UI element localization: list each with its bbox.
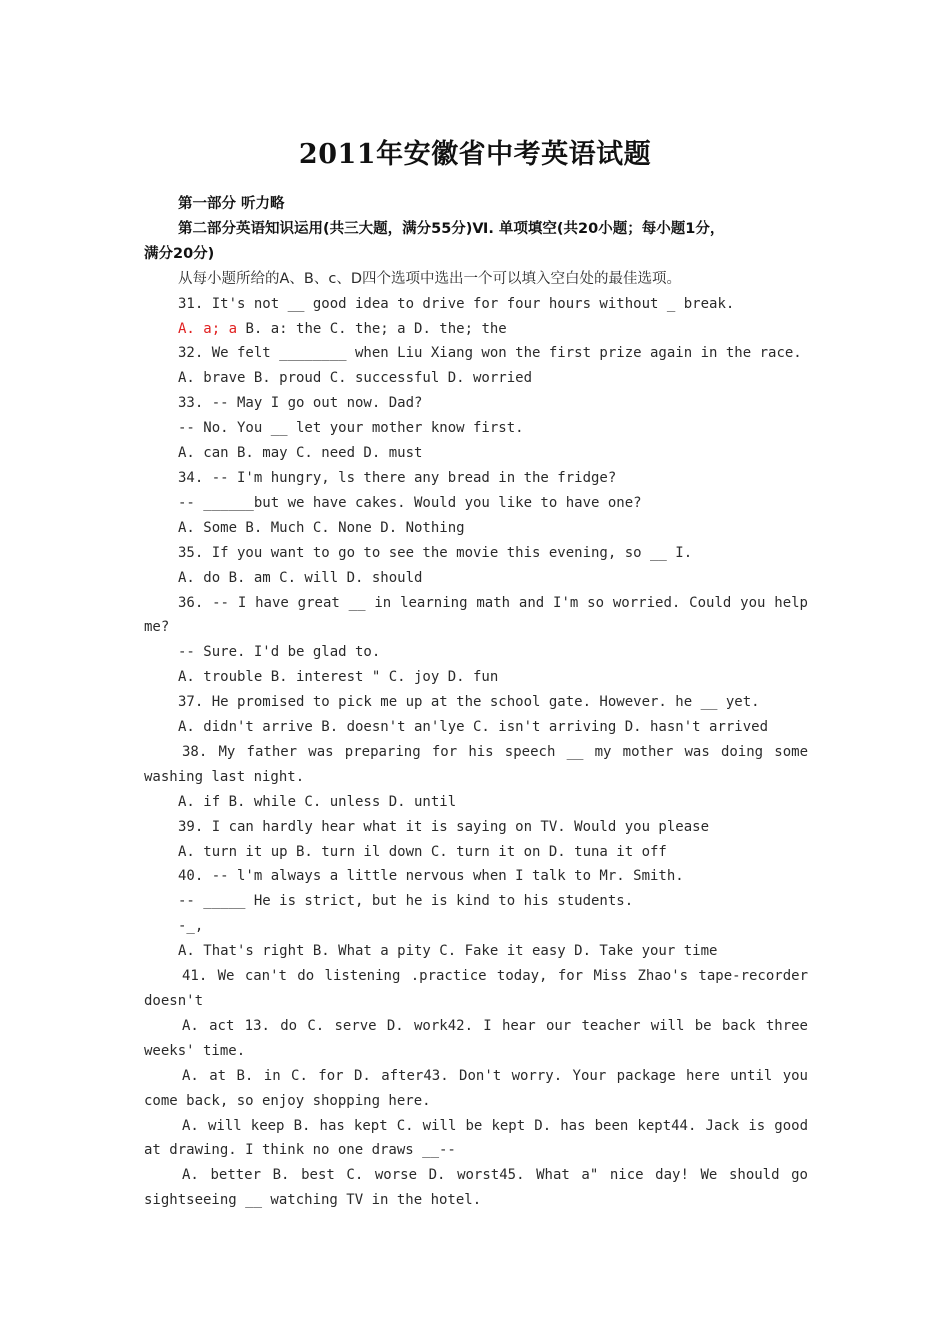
question-43-cont: come back, so enjoy shopping here. [144, 1092, 431, 1109]
question-44: A. will keep B. has kept C. will be kept D. has been kept44. Jack is good [182, 1117, 808, 1134]
question-32-options: A. brave B. proud C. successful D. worried [178, 370, 533, 387]
answer-highlight: A. a; a [178, 320, 238, 337]
question-35-options: A. do B. am C. will D. should [178, 569, 423, 586]
question-31-options-rest: B. a: the C. the; a D. the; the [237, 320, 507, 337]
question-33: 33. -- May I go out now. Dad? [178, 395, 423, 412]
question-38-options: A. if B. while C. unless D. until [178, 793, 457, 810]
question-41-cont: doesn't [144, 993, 204, 1009]
question-36-reply: -- Sure. I'd be glad to. [178, 644, 381, 661]
question-38: 38. My father was preparing for his speech __ my mother was doing some [182, 743, 808, 760]
question-33-options: A. can B. may C. need D. must [178, 445, 423, 462]
question-39-options: A. turn it up B. turn il down C. turn it on D. tuna it off [178, 843, 667, 860]
question-34-reply: -- ______but we have cakes. Would you like to have one? [178, 494, 642, 511]
exam-body [144, 192, 808, 1213]
question-36: 36. -- I have great __ in learning math and I'm so worried. Could you help [178, 594, 808, 611]
question-41: 41. We can't do listening .practice today, for Miss Zhao's tape-recorder [182, 968, 808, 985]
question-45: A. better B. best C. worse D. worst45. What a" nice day! We should go [182, 1167, 808, 1184]
question-42: A. act 13. do C. serve D. work42. I hear our teacher will be back three [182, 1017, 808, 1034]
page-title: 2011年安徽省中考英语试题 [298, 139, 652, 170]
question-33-reply: -- No. You __ let your mother know first. [178, 420, 524, 437]
question-31-options [144, 317, 808, 342]
question-37: 37. He promised to pick me up at the school gate. However. he __ yet. [178, 694, 760, 711]
question-37-options: A. didn't arrive B. doesn't an'lye C. isn't arriving D. hasn't arrived [178, 719, 769, 736]
question-45-cont: sightseeing __ watching TV in the hotel. [144, 1192, 482, 1209]
question-31: 31. It's not __ good idea to drive for four hours without _ break. [178, 295, 735, 312]
instruction: 从每小题所给的A、B、c、D四个选项中选出一个可以填入空白处的最佳选项。 [178, 270, 682, 287]
question-39: 39. I can hardly hear what it is saying on TV. Would you please [178, 818, 710, 835]
question-40-stray: -_, [178, 918, 204, 935]
part2-heading-line2: 满分20分) [144, 245, 215, 262]
question-34: 34. -- I'm hungry, ls there any bread in the fridge? [178, 469, 617, 486]
question-36-options: A. trouble B. interest " C. joy D. fun [178, 669, 499, 686]
question-36-cont: me? [144, 619, 170, 636]
question-40: 40. -- l'm always a little nervous when I talk to Mr. Smith. [178, 868, 684, 885]
part2-heading-line1: 第二部分英语知识运用(共三大题，满分55分)Ⅵ. 单项填空(共20小题；每小题1分， [178, 220, 725, 237]
question-40-reply: -- _____ He is strict, but he is kind to his students. [178, 893, 634, 910]
part1-heading: 第一部分 听力略 [178, 196, 285, 212]
question-42-cont: weeks' time. [144, 1042, 246, 1059]
question-38-cont: washing last night. [144, 768, 305, 785]
question-43: A. at B. in C. for D. after43. Don't worry. Your package here until you [182, 1067, 808, 1084]
question-34-options: A. Some B. Much C. None D. Nothing [178, 519, 465, 536]
question-32: 32. We felt ________ when Liu Xiang won the first prize again in the race. [178, 345, 802, 362]
question-44-cont: at drawing. I think no one draws __-- [144, 1142, 456, 1159]
question-40-options: A. That's right B. What a pity C. Fake it easy D. Take your time [178, 943, 718, 960]
question-35: 35. If you want to go to see the movie this evening, so __ I. [178, 544, 693, 561]
